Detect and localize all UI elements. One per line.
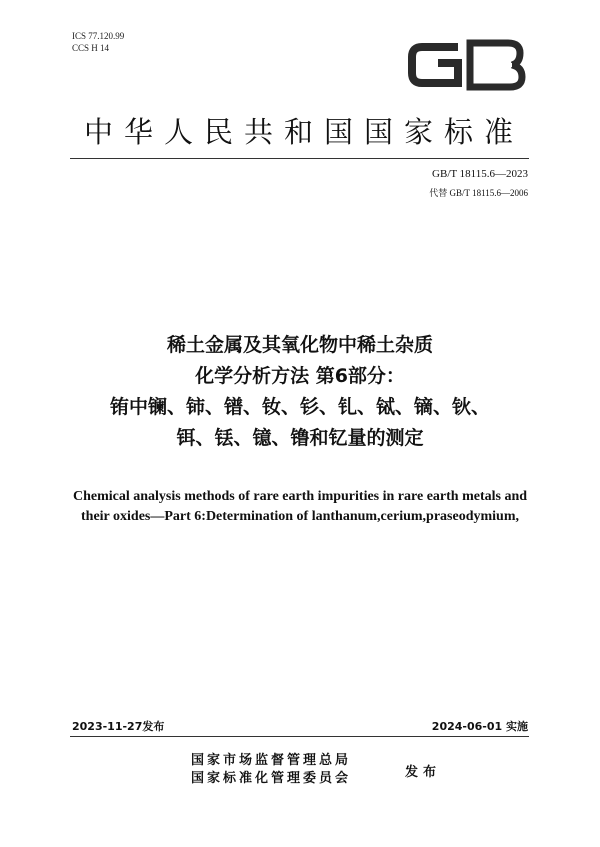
- classification-codes: [72, 30, 124, 54]
- title-zh-line: 铕中镧、铈、镨、钕、钐、钆、铽、镝、钬、: [109, 396, 490, 418]
- issue-date: 2023-11-27发布: [72, 720, 165, 733]
- top-divider: [70, 158, 529, 159]
- publish-label: 发布: [405, 765, 442, 780]
- title-en-line: Chemical analysis methods of rare earth impurities in rare earth metals and: [72, 489, 528, 504]
- title-zh-line: 稀土金属及其氧化物中稀土杂质: [166, 334, 433, 356]
- implementation-date: 2024-06-01 实施: [431, 720, 528, 733]
- replaces-code: 代替 GB/T 18115.6—2006: [429, 188, 528, 198]
- title-en-line: their oxides—Part 6:Determination of lanthanum,cerium,praseodymium,: [81, 509, 519, 524]
- ics-code: ICS 77.120.99: [72, 31, 125, 41]
- title-zh-line: 化学分析方法 第6部分：: [195, 365, 405, 387]
- bottom-divider: [70, 736, 529, 737]
- document-title-en: [40, 487, 560, 527]
- standard-code: GB/T 18115.6—2023: [432, 168, 528, 180]
- publisher-name: 国家市场监督管理总局: [191, 753, 352, 768]
- publisher-block: [191, 752, 351, 788]
- standard-title: 中华人民共和国国家标准: [83, 115, 524, 149]
- publisher-name: 国家标准化管理委员会: [191, 771, 352, 786]
- gb-logo-icon: [408, 39, 526, 91]
- document-title-zh: [0, 330, 600, 454]
- title-zh-line: 铒、铥、镱、镥和钇量的测定: [176, 427, 424, 449]
- ccs-code: CCS H 14: [72, 43, 110, 53]
